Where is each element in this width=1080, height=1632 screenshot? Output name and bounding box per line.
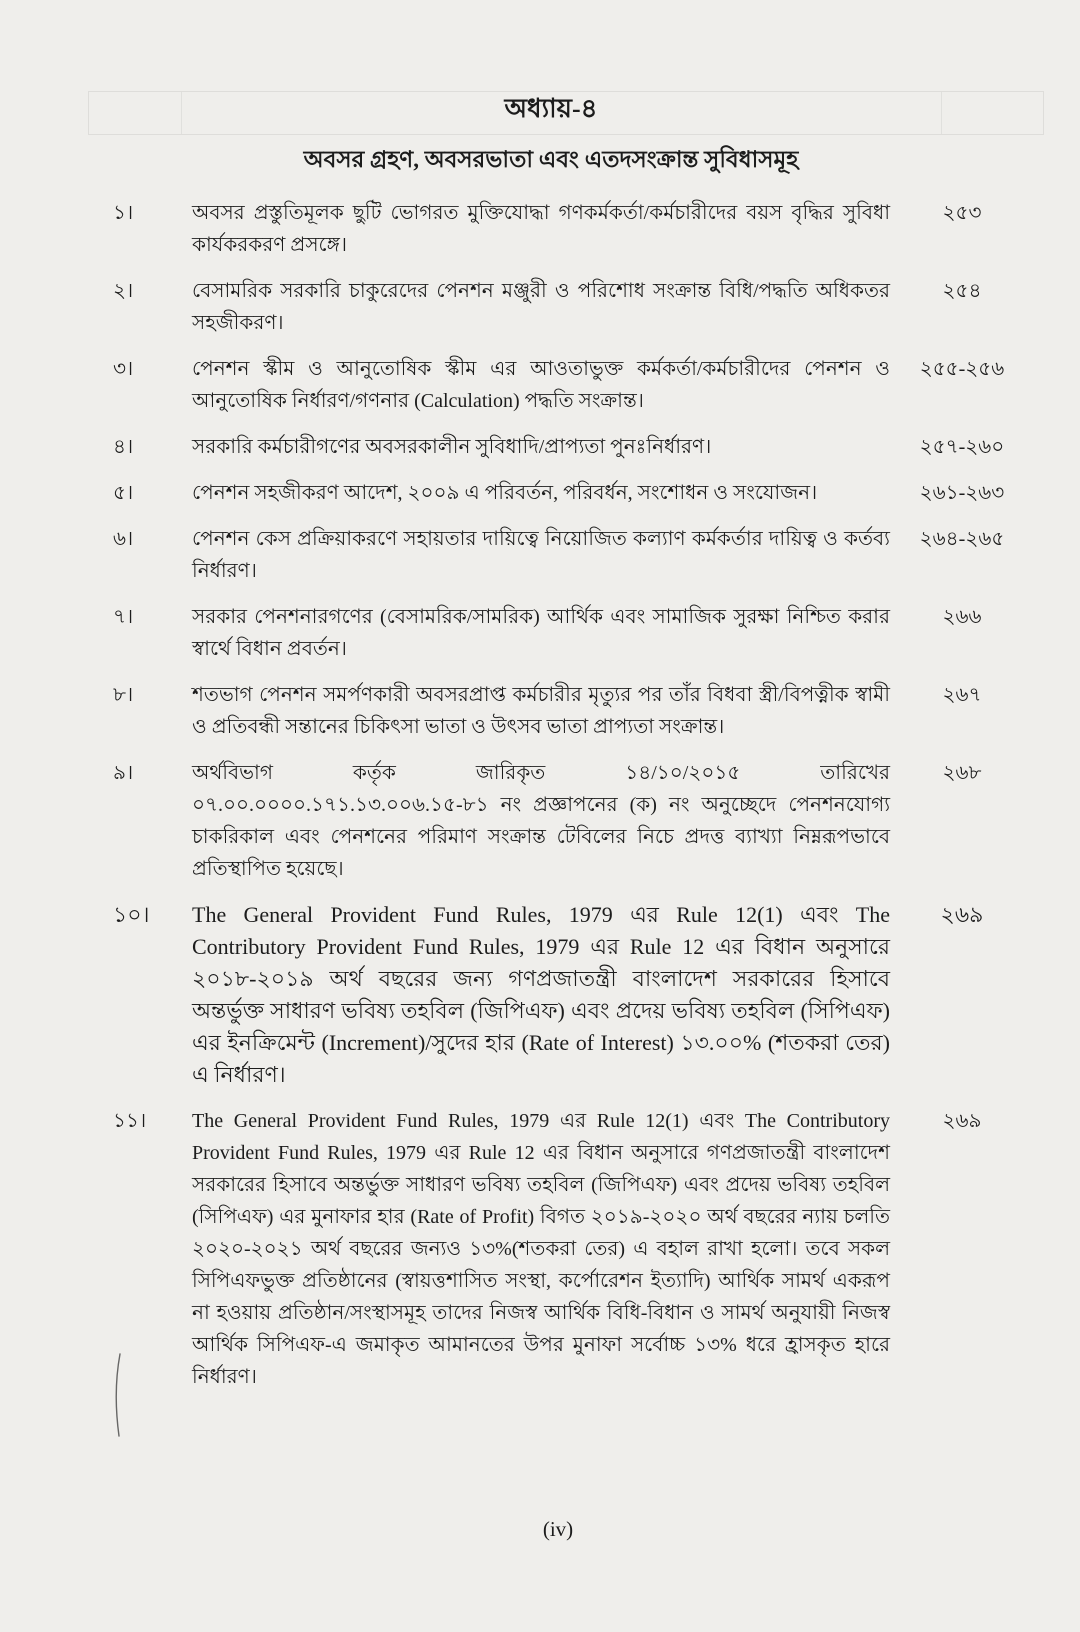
- pen-mark: [100, 1350, 140, 1440]
- entry-title: বেসামরিক সরকারি চাকুরেদের পেনশন মঞ্জুরী ও পরিশোধ সংক্রান্ত বিধি/পদ্ধতি অধিকতর সহজীকরণ।: [192, 280, 890, 334]
- entry-page: ২৬৯: [940, 902, 984, 927]
- contents-list: [113, 197, 1022, 1407]
- contents-entry: [113, 523, 1022, 587]
- entry-number: ৭।: [113, 606, 134, 628]
- contents-entry: [113, 197, 1022, 261]
- entry-number: ১।: [113, 202, 134, 224]
- contents-entry: [113, 477, 1022, 509]
- entry-page: ২৫৩: [942, 202, 982, 224]
- entry-number: ৬।: [113, 528, 134, 550]
- entry-number: ৯।: [113, 762, 134, 784]
- entry-number: ২।: [113, 280, 134, 302]
- contents-entry: [113, 275, 1022, 339]
- entry-title: The General Provident Fund Rules, 1979 এর Rule 12(1) এবং The Contributory Provident Fund Rules, 1979 এর Rule 12 এর বিধান অনুসারে গণপ্রজাতন্ত্রী বাংলাদেশ সরকারের হিসাবে অন্তর্ভুক্ত সাধারণ ভবিষ্য তহবিল (জিপিএফ) এবং প্রদেয় ভবিষ্য তহবিল (সিপিএফ) এর মুনাফার হার (Rate of Profit) বিগত ২০১৯-২০২০ অর্থ বছরের ন্যায় চলতি ২০২০-২০২১ অর্থ বছরের জন্যও ১৩%(শতকরা তের) এ বহাল রাখা হলো। তবে সকল সিপিএফভুক্ত প্রতিষ্ঠানের (স্বায়ত্তশাসিত সংস্থা, কর্পোরেশন ইত্যাদি) আর্থিক সামর্থ একরূপ না হওয়ায় প্রতিষ্ঠান/সংস্থাসমূহ তাদের নিজস্ব আর্থিক বিধি-বিধান ও সামর্থ অনুযায়ী নিজস্ব আর্থিক সিপিএফ-এ জমাকৃত আমানতের উপর মুনাফা সর্বোচ্চ ১৩% ধরে হ্রাসকৃত হারে নির্ধারণ।: [192, 1110, 890, 1388]
- entry-title: পেনশন কেস প্রক্রিয়াকরণে সহায়তার দায়িত্বে নিয়োজিত কল্যাণ কর্মকর্তার দায়িত্ব ও কর্তব্য নির্ধারণ।: [192, 528, 890, 582]
- entry-title: সরকার পেনশনারগণের (বেসামরিক/সামরিক) আর্থিক এবং সামাজিক সুরক্ষা নিশ্চিত করার স্বার্থে বিধান প্রবর্তন।: [192, 606, 890, 660]
- entry-page: ২৬৪-২৬৫: [919, 528, 1005, 550]
- entry-title: পেনশন স্কীম ও আনুতোষিক স্কীম এর আওতাভুক্ত কর্মকর্তা/কর্মচারীদের পেনশন ও আনুতোষিক নির্ধারণ/গণনার (Calculation) পদ্ধতি সংক্রান্ত।: [192, 358, 890, 412]
- chapter-title: অধ্যায়-৪: [504, 94, 598, 123]
- entry-page: ২৫৫-২৫৬: [919, 358, 1005, 380]
- entry-page: ২৫৭-২৬০: [919, 436, 1005, 458]
- page-number: (iv): [542, 1517, 574, 1541]
- entry-page: ২৬৭: [942, 684, 982, 706]
- contents-entry: [113, 431, 1022, 463]
- entry-page: ২৬৬: [942, 606, 982, 628]
- entry-number: ১০।: [113, 902, 150, 927]
- entry-title: অবসর প্রস্তুতিমূলক ছুটি ভোগরত মুক্তিযোদ্ধা গণকর্মকর্তা/কর্মচারীদের বয়স বৃদ্ধির সুবিধা কার্যকরকরণ প্রসঙ্গে।: [192, 202, 890, 256]
- contents-entry: [113, 1105, 1022, 1393]
- entry-page: ২৬১-২৬৩: [919, 482, 1005, 504]
- entry-number: ৩।: [113, 358, 134, 380]
- entry-title: পেনশন সহজীকরণ আদেশ, ২০০৯ এ পরিবর্তন, পরিবর্ধন, সংশোধন ও সংযোজন।: [192, 482, 818, 504]
- entry-number: ৫।: [113, 482, 134, 504]
- entry-title: সরকারি কর্মচারীগণের অবসরকালীন সুবিধাদি/প্রাপ্যতা পুনঃনির্ধারণ।: [192, 436, 712, 458]
- chapter-subtitle: অবসর গ্রহণ, অবসরভাতা এবং এতদসংক্রান্ত সুবিধাসমূহ: [303, 147, 799, 172]
- contents-entry: [113, 757, 1022, 885]
- entry-title: শতভাগ পেনশন সমর্পণকারী অবসরপ্রাপ্ত কর্মচারীর মৃত্যুর পর তাঁর বিধবা স্ত্রী/বিপত্নীক স্বামী ও প্রতিবন্ধী সন্তানের চিকিৎসা ভাতা ও উৎসব ভাতা প্রাপ্যতা সংক্রান্ত।: [192, 684, 890, 738]
- entry-number: ৮।: [113, 684, 134, 706]
- entry-title: The General Provident Fund Rules, 1979 এর Rule 12(1) এবং The Contributory Provident Fund Rules, 1979 এর Rule 12 এর বিধান অনুসারে ২০১৮-২০১৯ অর্থ বছরের জন্য গণপ্রজাতন্ত্রী বাংলাদেশ সরকারের হিসাবে অন্তর্ভুক্ত সাধারণ ভবিষ্য তহবিল (জিপিএফ) এবং প্রদেয় ভবিষ্য তহবিল (সিপিএফ) এর ইনক্রিমেন্ট (Increment)/সুদের হার (Rate of Interest) ১৩.০০% (শতকরা তের) এ নির্ধারণ।: [192, 902, 890, 1087]
- contents-entry: [113, 353, 1022, 417]
- entry-title: অর্থবিভাগ কর্তৃক জারিকৃত ১৪/১০/২০১৫ তারিখের ০৭.০০.০০০০.১৭১.১৩.০০৬.১৫-৮১ নং প্রজ্ঞাপনের (ক) নং অনুচ্ছেদে পেনশনযোগ্য চাকরিকাল এবং পেনশনের পরিমাণ সংক্রান্ত টেবিলের নিচে প্রদত্ত ব্যাখ্যা নিম্নরূপভাবে প্রতিস্থাপিত হয়েছে।: [192, 762, 890, 880]
- entry-page: ২৬৯: [942, 1110, 982, 1132]
- contents-entry: [113, 601, 1022, 665]
- entry-page: ২৬৮: [942, 762, 982, 784]
- entry-page: ২৫৪: [942, 280, 982, 302]
- entry-number: ৪।: [113, 436, 134, 458]
- entry-number: ১১।: [113, 1110, 147, 1132]
- contents-entry: [113, 899, 1022, 1091]
- contents-entry: [113, 679, 1022, 743]
